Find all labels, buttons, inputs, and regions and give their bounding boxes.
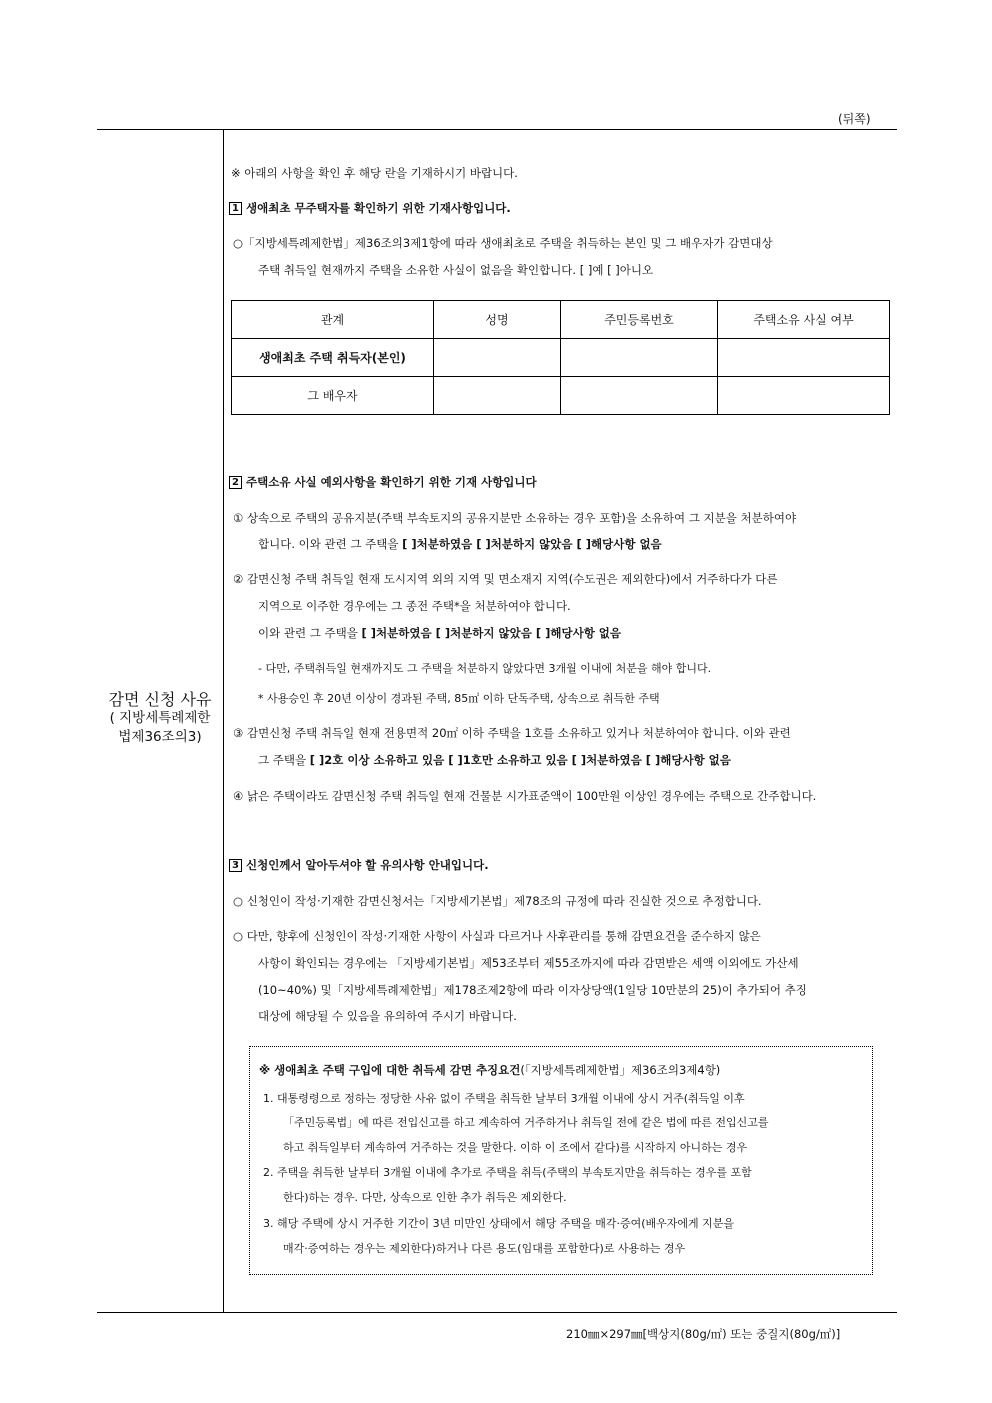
item1-line1: ① 상속으로 주택의 공유지분(주택 부속토지의 공유지분만 소유하는 경우 포함)을 소유하여 그 지분을 처분하여야 bbox=[233, 511, 797, 525]
item1-checkbox-options[interactable]: [ ]처분하였음 [ ]처분하지 않았음 [ ]해당사항 없음 bbox=[402, 537, 662, 551]
section1-heading bbox=[229, 200, 511, 216]
table-cell-ownership-input[interactable] bbox=[718, 377, 890, 415]
table-header-name: 성명 bbox=[434, 301, 561, 339]
back-side-label: (뒤쪽) bbox=[838, 112, 871, 126]
section3-p2-line4: 대상에 해당될 수 있음을 유의하여 주시기 바랍니다. bbox=[258, 1009, 517, 1023]
paper-spec: 210㎜×297㎜[백상지(80g/㎡) 또는 중질지(80g/㎡)] bbox=[566, 1327, 841, 1341]
table-cell-spouse: 그 배우자 bbox=[232, 377, 434, 415]
notice-item3-line1: 3. 해당 주택에 상시 거주한 기간이 3년 미만인 상태에서 해당 주택을 매각·증여(배우자에게 지분을 bbox=[263, 1217, 735, 1230]
item3-checkbox-options[interactable]: [ ]2호 이상 소유하고 있음 [ ]1호만 소유하고 있음 [ ]처분하였음 [ ]해당사항 없음 bbox=[309, 753, 731, 767]
item3-line2 bbox=[258, 752, 731, 768]
item3-line2-text: 그 주택을 bbox=[258, 753, 307, 767]
table-cell-rrn-input[interactable] bbox=[561, 377, 718, 415]
section3-p1: ○ 신청인이 작성·기재한 감면신청서는「지방세기본법」제78조의 규정에 따라 진실한 것으로 추정합니다. bbox=[233, 894, 762, 908]
reduction-reason-sub2: 법제36조의3) bbox=[118, 729, 202, 745]
item2-note2: * 사용승인 후 20년 이상이 경과된 주택, 85㎡ 이하 단독주택, 상속으로 취득한 주택 bbox=[258, 692, 660, 705]
table-cell-name-input[interactable] bbox=[434, 377, 561, 415]
section1-number: 1 bbox=[229, 202, 242, 215]
item2-line1: ② 감면신청 주택 취득일 현재 도시지역 외의 지역 및 면소재지 지역(수도권은 제외한다)에서 거주하다가 다른 bbox=[233, 572, 778, 586]
section3-p2-line1: ○ 다만, 향후에 신청인이 작성·기재한 사항이 사실과 다르거나 사후관리를 통해 감면요건을 준수하지 않은 bbox=[233, 929, 761, 943]
item2-checkbox-options[interactable]: [ ]처분하였음 [ ]처분하지 않았음 [ ]해당사항 없음 bbox=[361, 626, 622, 640]
table-header-relation: 관계 bbox=[232, 301, 434, 339]
item2-note1: - 다만, 주택취득일 현재까지도 그 주택을 처분하지 않았다면 3개월 이내에 처분을 해야 합니다. bbox=[258, 662, 712, 675]
table-row bbox=[232, 339, 890, 377]
reduction-reason-sub1: ( 지방세특례제한 bbox=[109, 710, 211, 726]
item1-line2-text: 합니다. 이와 관련 그 주택을 bbox=[258, 537, 399, 551]
section3-p2-line3: (10~40%) 및「지방세특례제한법」제178조제2항에 따라 이자상당액(1일당 10만분의 25)이 추가되어 추징 bbox=[258, 983, 807, 997]
notice-title bbox=[259, 1062, 720, 1078]
table-cell-rrn-input[interactable] bbox=[561, 339, 718, 377]
section2-title: 주택소유 사실 예외사항을 확인하기 위한 기재 사항입니다 bbox=[246, 475, 537, 489]
section3-title: 신청인께서 알아두셔야 할 유의사항 안내입니다. bbox=[246, 858, 489, 872]
notice-item1-line1: 1. 대통령령으로 정하는 정당한 사유 없이 주택을 취득한 날부터 3개월 이내에 상시 거주(취득일 이후 bbox=[263, 1092, 745, 1105]
notice-item2-line2: 한다)하는 경우. 다만, 상속으로 인한 추가 취득은 제외한다. bbox=[283, 1191, 567, 1204]
item2-line3 bbox=[258, 625, 621, 641]
table-header-ownership: 주택소유 사실 여부 bbox=[718, 301, 890, 339]
table-cell-ownership-input[interactable] bbox=[718, 339, 890, 377]
notice-item2-line1: 2. 주택을 취득한 날부터 3개월 이내에 추가로 주택을 취득(주택의 부속토지만을 취득하는 경우를 포함 bbox=[263, 1166, 752, 1179]
section1-line2: 주택 취득일 현재까지 주택을 소유한 사실이 없음을 확인합니다. [ ]예 [ ]아니오 bbox=[258, 263, 654, 277]
item2-line3-text: 이와 관련 그 주택을 bbox=[258, 626, 358, 640]
item1-line2 bbox=[258, 536, 662, 552]
notice-item3-line2: 매각·증여하는 경우는 제외한다)하거나 다른 용도(임대를 포함한다)로 사용하는 경우 bbox=[283, 1242, 686, 1255]
section3-number: 3 bbox=[229, 859, 242, 872]
notice-title-main: ※ 생애최초 주택 구입에 대한 취득세 감면 추징요건 bbox=[259, 1063, 521, 1077]
item4-line: ④ 낡은 주택이라도 감면신청 주택 취득일 현재 건물분 시가표준액이 100만원 이상인 경우에는 주택으로 간주합니다. bbox=[233, 789, 817, 803]
reduction-reason-label bbox=[97, 690, 223, 747]
table-header-resident-number: 주민등록번호 bbox=[561, 301, 718, 339]
column-divider bbox=[223, 129, 224, 1313]
notice-item1-line3: 하고 취득일부터 계속하여 거주하는 것을 말한다. 이하 이 조에서 같다)를 시작하지 아니하는 경우 bbox=[283, 1141, 748, 1154]
section1-line1: ○「지방세특례제한법」제36조의3제1항에 따라 생애최초로 주택을 취득하는 본인 및 그 배우자가 감면대상 bbox=[233, 236, 773, 250]
table-cell-self: 생애최초 주택 취득자(본인) bbox=[232, 339, 434, 377]
bottom-rule bbox=[97, 1312, 897, 1313]
reduction-reason-title: 감면 신청 사유 bbox=[108, 690, 212, 709]
section2-number: 2 bbox=[229, 476, 242, 489]
intro-text: ※ 아래의 사항을 확인 후 해당 란을 기재하시기 바랍니다. bbox=[231, 166, 518, 180]
top-rule bbox=[97, 129, 897, 130]
section1-title: 생애최초 무주택자를 확인하기 위한 기재사항입니다. bbox=[246, 201, 511, 215]
notice-item1-line2: 「주민등록법」에 따른 전입신고를 하고 계속하여 거주하거나 취득일 전에 같은 법에 따른 전입신고를 bbox=[283, 1116, 769, 1129]
item3-line1: ③ 감면신청 주택 취득일 현재 전용면적 20㎡ 이하 주택을 1호를 소유하고 있거나 처분하여야 합니다. 이와 관련 bbox=[233, 726, 791, 740]
table-cell-name-input[interactable] bbox=[434, 339, 561, 377]
section3-p2-line2: 사항이 확인되는 경우에는 「지방세기본법」제53조부터 제55조까지에 따라 감면받은 세액 이외에도 가산세 bbox=[258, 956, 799, 970]
notice-title-law: (「지방세특례제한법」제36조의3제4항) bbox=[520, 1063, 721, 1077]
table-row bbox=[232, 377, 890, 415]
section2-heading bbox=[229, 474, 537, 490]
relation-table bbox=[231, 300, 890, 415]
section3-heading bbox=[229, 857, 489, 873]
item2-line2: 지역으로 이주한 경우에는 그 종전 주택*을 처분하여야 합니다. bbox=[258, 599, 571, 613]
table-header-row bbox=[232, 301, 890, 339]
